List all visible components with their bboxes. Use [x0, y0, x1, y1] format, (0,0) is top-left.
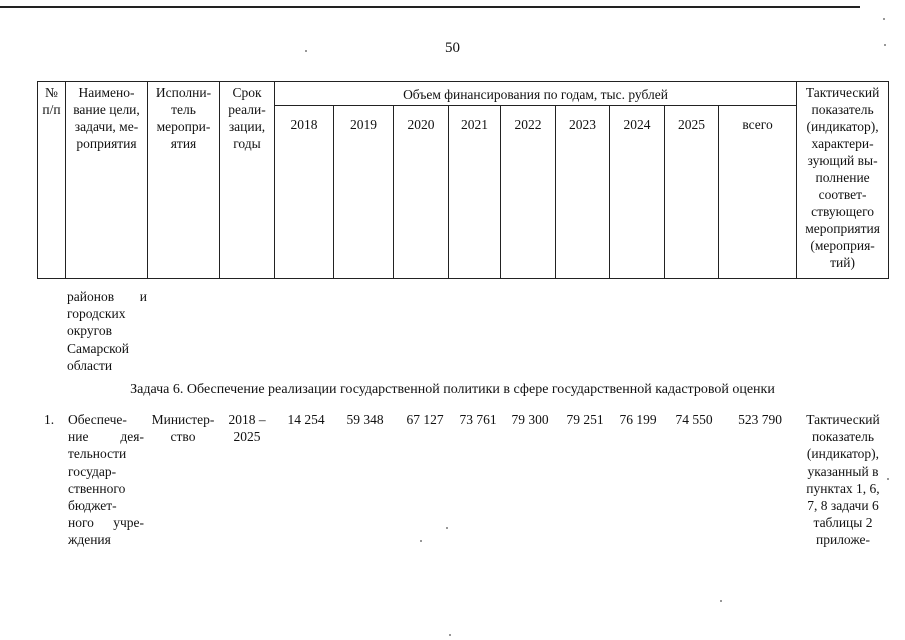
scan-speck — [420, 540, 422, 542]
scan-speck — [887, 478, 889, 480]
row-number: 1. — [44, 412, 55, 427]
task-title: Задача 6. Обеспечение реализации государственной политики в сфере государственной кадастровой оценки — [130, 382, 775, 397]
header-year-2022: 2022 — [501, 106, 556, 279]
scan-edge-line — [0, 6, 860, 8]
row-name: Обеспече- ние дея- тельности государ- ственного бюджет- ного учре- ждения — [68, 412, 144, 548]
page-number: 50 — [445, 40, 460, 56]
header-indicator: Тактический показатель (индикатор), характери- зующий вы- полнение соответ- ствующего мероприятия (мероприя- тий) — [797, 82, 889, 279]
header-year-2020: 2020 — [394, 106, 449, 279]
row-value-total: 523 790 — [738, 412, 782, 427]
scan-speck — [883, 18, 885, 20]
header-year-2025: 2025 — [665, 106, 719, 279]
row-value-2022: 79 300 — [511, 412, 549, 427]
row-value-2019: 59 348 — [346, 412, 384, 427]
row-value-2020: 67 127 — [406, 412, 444, 427]
scan-speck — [449, 634, 451, 636]
row-indicator: Тактический показатель (индикатор), указанный в пунктах 1, 6, 7, 8 задачи 6 таблицы 2 приложе- — [806, 412, 880, 548]
header-table — [37, 81, 889, 279]
header-funding-title: Объем финансирования по годам, тыс. рублей — [275, 82, 797, 106]
header-year-2021: 2021 — [449, 106, 501, 279]
row-value-2025: 74 550 — [675, 412, 713, 427]
continuation-text: районов и городских округов Самарской области — [67, 289, 147, 373]
row-term: 2018 – 2025 — [228, 412, 266, 445]
row-value-2023: 79 251 — [566, 412, 604, 427]
row-value-2018: 14 254 — [287, 412, 325, 427]
header-year-2018: 2018 — [275, 106, 334, 279]
scan-speck — [305, 50, 307, 52]
header-term: Срок реали- зации, годы — [220, 82, 275, 279]
scan-speck — [446, 527, 448, 529]
header-num: № п/п — [38, 82, 66, 279]
scan-speck — [720, 600, 722, 602]
row-value-2021: 73 761 — [459, 412, 497, 427]
header-year-2019: 2019 — [334, 106, 394, 279]
header-name: Наимено- вание цели, задачи, ме- роприятия — [66, 82, 148, 279]
scan-speck — [884, 44, 886, 46]
row-value-2024: 76 199 — [619, 412, 657, 427]
header-total: всего — [719, 106, 797, 279]
header-executor: Исполни- тель меропри- ятия — [148, 82, 220, 279]
header-year-2024: 2024 — [610, 106, 665, 279]
header-year-2023: 2023 — [556, 106, 610, 279]
row-executor: Министер- ство — [151, 412, 215, 445]
